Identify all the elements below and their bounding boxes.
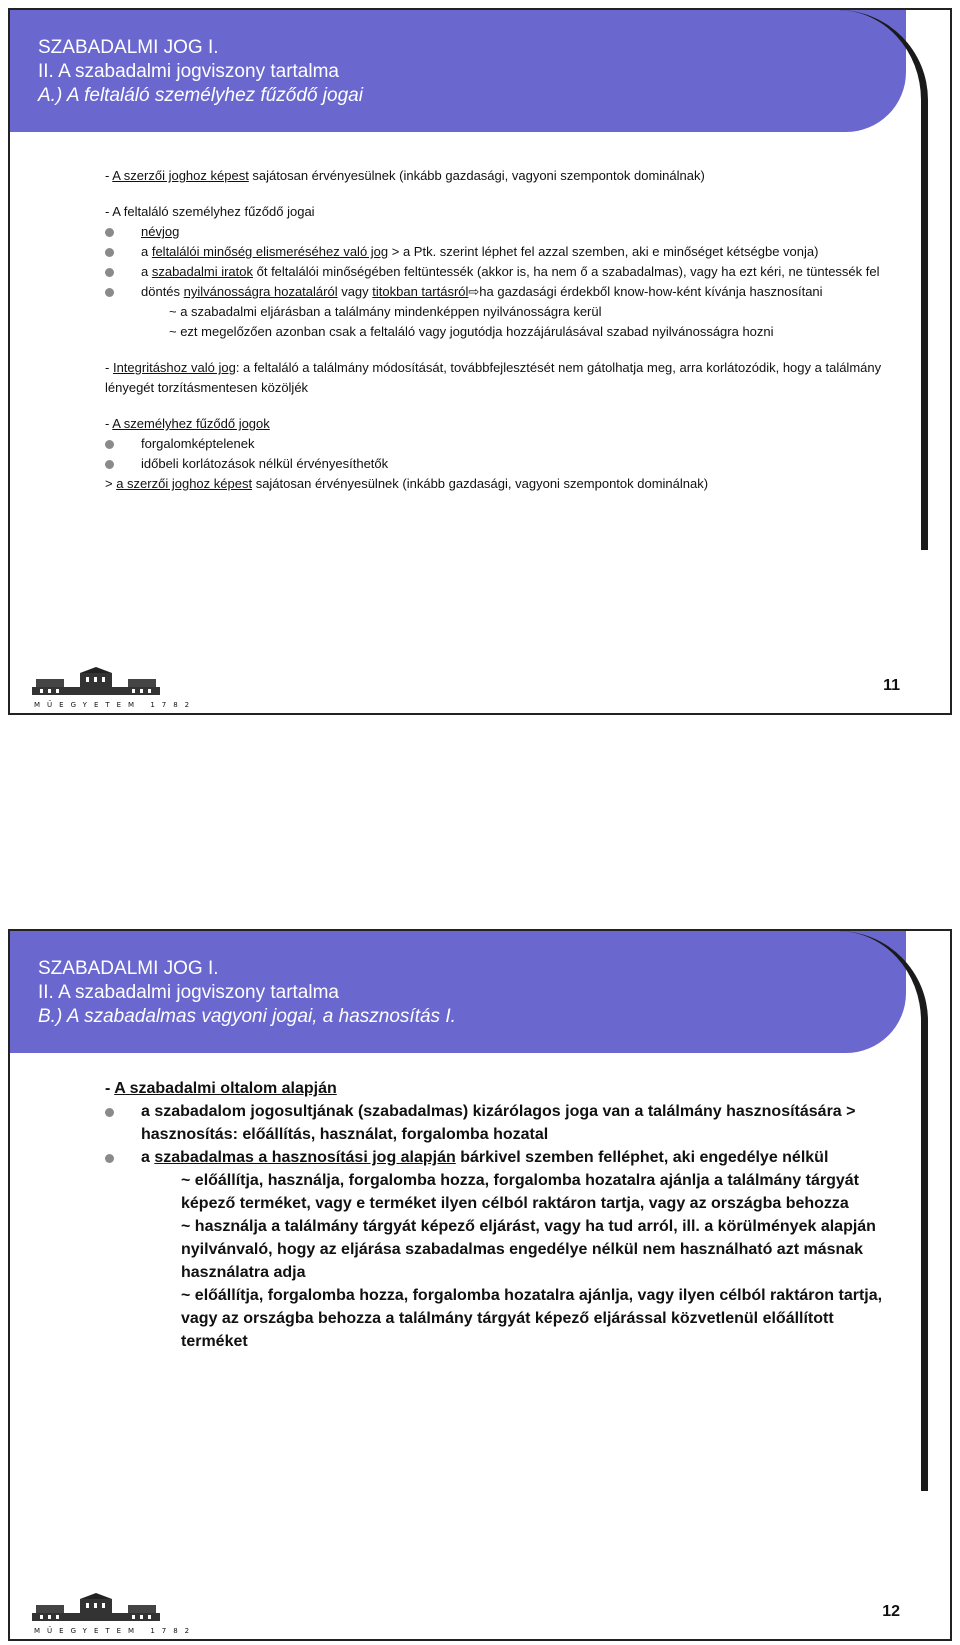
sub-item (105, 1215, 890, 1284)
sub-item (105, 302, 890, 322)
text-span: sajátosan érvényesülnek (inkább gazdasági, vagyoni szempontok dominálnak) (248, 168, 705, 183)
text-line (105, 414, 890, 434)
university-logo-icon (32, 667, 160, 705)
bullet-item (105, 1146, 890, 1169)
bullet-item (105, 262, 890, 282)
text-span: : a feltaláló a találmány módosítását, továbbfejlesztését nem gátolhatja meg, arra korlátozódik, hogy a találmány lényegét torzításmentesen közöljék (105, 360, 882, 395)
underlined-text: nyilvánosságra hozataláról (183, 284, 338, 299)
underlined-text: a szerzői joghoz képest (116, 476, 253, 491)
bullet-item (105, 282, 890, 302)
text-line (105, 358, 890, 398)
logo-text: MŰEGYETEM 1782 (34, 1627, 197, 1635)
text-span: bárkivel szemben felléphet, aki engedélye nélkül (455, 1149, 829, 1166)
bullet-item (105, 1100, 890, 1146)
bullet-item (105, 242, 890, 262)
title-line-3: B.) A szabadalmas vagyoni jogai, a hasznosítás I. (38, 1006, 456, 1027)
slide-12 (8, 929, 952, 1641)
text-span: a (141, 244, 152, 259)
text-span: > a Ptk. szerint léphet fel azzal szemben, aki e minőséget kétségbe vonja) (388, 244, 819, 259)
text-line (105, 474, 890, 494)
underlined-text: szabadalmas a hasznosítási jog alapján (154, 1149, 456, 1166)
slide-title (38, 957, 456, 1029)
text-span: időbeli korlátozások nélkül érvényesíthetők (141, 456, 389, 471)
bullet-icon (105, 268, 114, 277)
page-number: 11 (883, 677, 900, 694)
slide-title (38, 36, 363, 108)
bullet-icon (105, 440, 114, 449)
sub-item (105, 322, 890, 342)
title-line-3: A.) A feltaláló személyhez fűződő jogai (38, 85, 363, 106)
text-span: ~ előállítja, használja, forgalomba hozza, forgalomba hozatalra ajánlja a találmány tárgyát képező terméket, vagy e terméket ilyen célból raktáron tartja, vagy az országba behozza (181, 1172, 859, 1212)
underlined-text: Integritáshoz való jog (112, 360, 236, 375)
text-span: a szabadalom jogosultjának (szabadalmas) kizárólagos joga van a találmány hasznosítására > hasznosítás: előállítás, használat, forgalomba hozatal (141, 1103, 856, 1143)
slide-body (105, 1077, 890, 1353)
sub-item (105, 1284, 890, 1353)
text-span: - (105, 1080, 115, 1097)
title-line-2: II. A szabadalmi jogviszony tartalma (38, 61, 339, 82)
text-line (105, 1077, 890, 1100)
underlined-text: A személyhez fűződő jogok (112, 416, 270, 431)
page-number: 12 (882, 1603, 900, 1620)
text-span: a (141, 264, 152, 279)
title-line-1: SZABADALMI JOG I. (38, 958, 219, 979)
sub-item (105, 1169, 890, 1215)
university-logo-icon (32, 1593, 160, 1631)
slide-11 (8, 8, 952, 715)
text-span: sajátosan érvényesülnek (inkább gazdasági, vagyoni szempontok dominálnak) (252, 476, 709, 491)
text-span: ~ ezt megelőzően azonban csak a feltaláló vagy jogutódja hozzájárulásával szabad nyilvánosságra hozni (169, 324, 774, 339)
bullet-icon (105, 1108, 114, 1117)
underlined-text: feltalálói minőség elismeréséhez való jog (151, 244, 389, 259)
text-span: őt feltalálói minőségében feltüntessék (akkor is, ha nem ő a szabadalmas), vagy ha ezt kéri, ne tüntessék fel (253, 264, 880, 279)
underlined-text: szabadalmi iratok (151, 264, 253, 279)
text-span: ~ használja a találmány tárgyát képező eljárást, vagy ha tud arról, ill. a körülmények alapján nyilvánvaló, hogy az eljárása szabadalmas engedélye nélkül nem használható azt másnak használatra adja (181, 1218, 876, 1281)
title-line-2: II. A szabadalmi jogviszony tartalma (38, 982, 339, 1003)
title-line-1: SZABADALMI JOG I. (38, 37, 219, 58)
slide-body (105, 166, 890, 494)
underlined-text: A szabadalmi oltalom alapján (114, 1080, 337, 1097)
bullet-icon (105, 228, 114, 237)
text-span: - (105, 168, 113, 183)
text-line (105, 202, 890, 222)
text-span: - (105, 360, 113, 375)
spacer (105, 186, 890, 202)
text-span: vagy (337, 284, 373, 299)
text-span: ⇨ha gazdasági érdekből know-how-ként kívánja hasznosítani (468, 284, 823, 299)
text-span: - A feltaláló személyhez fűződő jogai (105, 204, 315, 219)
bullet-icon (105, 288, 114, 297)
bullet-icon (105, 460, 114, 469)
slide-footer (10, 1587, 950, 1639)
spacer (105, 342, 890, 358)
logo-text: MŰEGYETEM 1782 (34, 701, 197, 709)
underlined-text: A szerzői joghoz képest (112, 168, 249, 183)
spacer (105, 398, 890, 414)
bullet-icon (105, 1154, 114, 1163)
text-span: forgalomképtelenek (141, 436, 255, 451)
text-span: > (105, 476, 117, 491)
bullet-item (105, 434, 890, 454)
text-span: - (105, 416, 113, 431)
underlined-text: titokban tartásról (372, 284, 469, 299)
bullet-item (105, 222, 890, 242)
text-span: a (141, 1149, 155, 1166)
text-span: ~ a szabadalmi eljárásban a találmány mindenképpen nyilvánosságra kerül (169, 304, 602, 319)
text-line (105, 166, 890, 186)
slide-footer (10, 661, 950, 713)
bullet-icon (105, 248, 114, 257)
bullet-item (105, 454, 890, 474)
text-span: ~ előállítja, forgalomba hozza, forgalomba hozatalra ajánlja, vagy ilyen célból raktáron tartja, vagy az országba behozza a találmány tárgyát képező eljárással közvetlenül előállított terméket (181, 1287, 883, 1350)
text-span: döntés (141, 284, 184, 299)
underlined-text: névjog (141, 224, 180, 239)
